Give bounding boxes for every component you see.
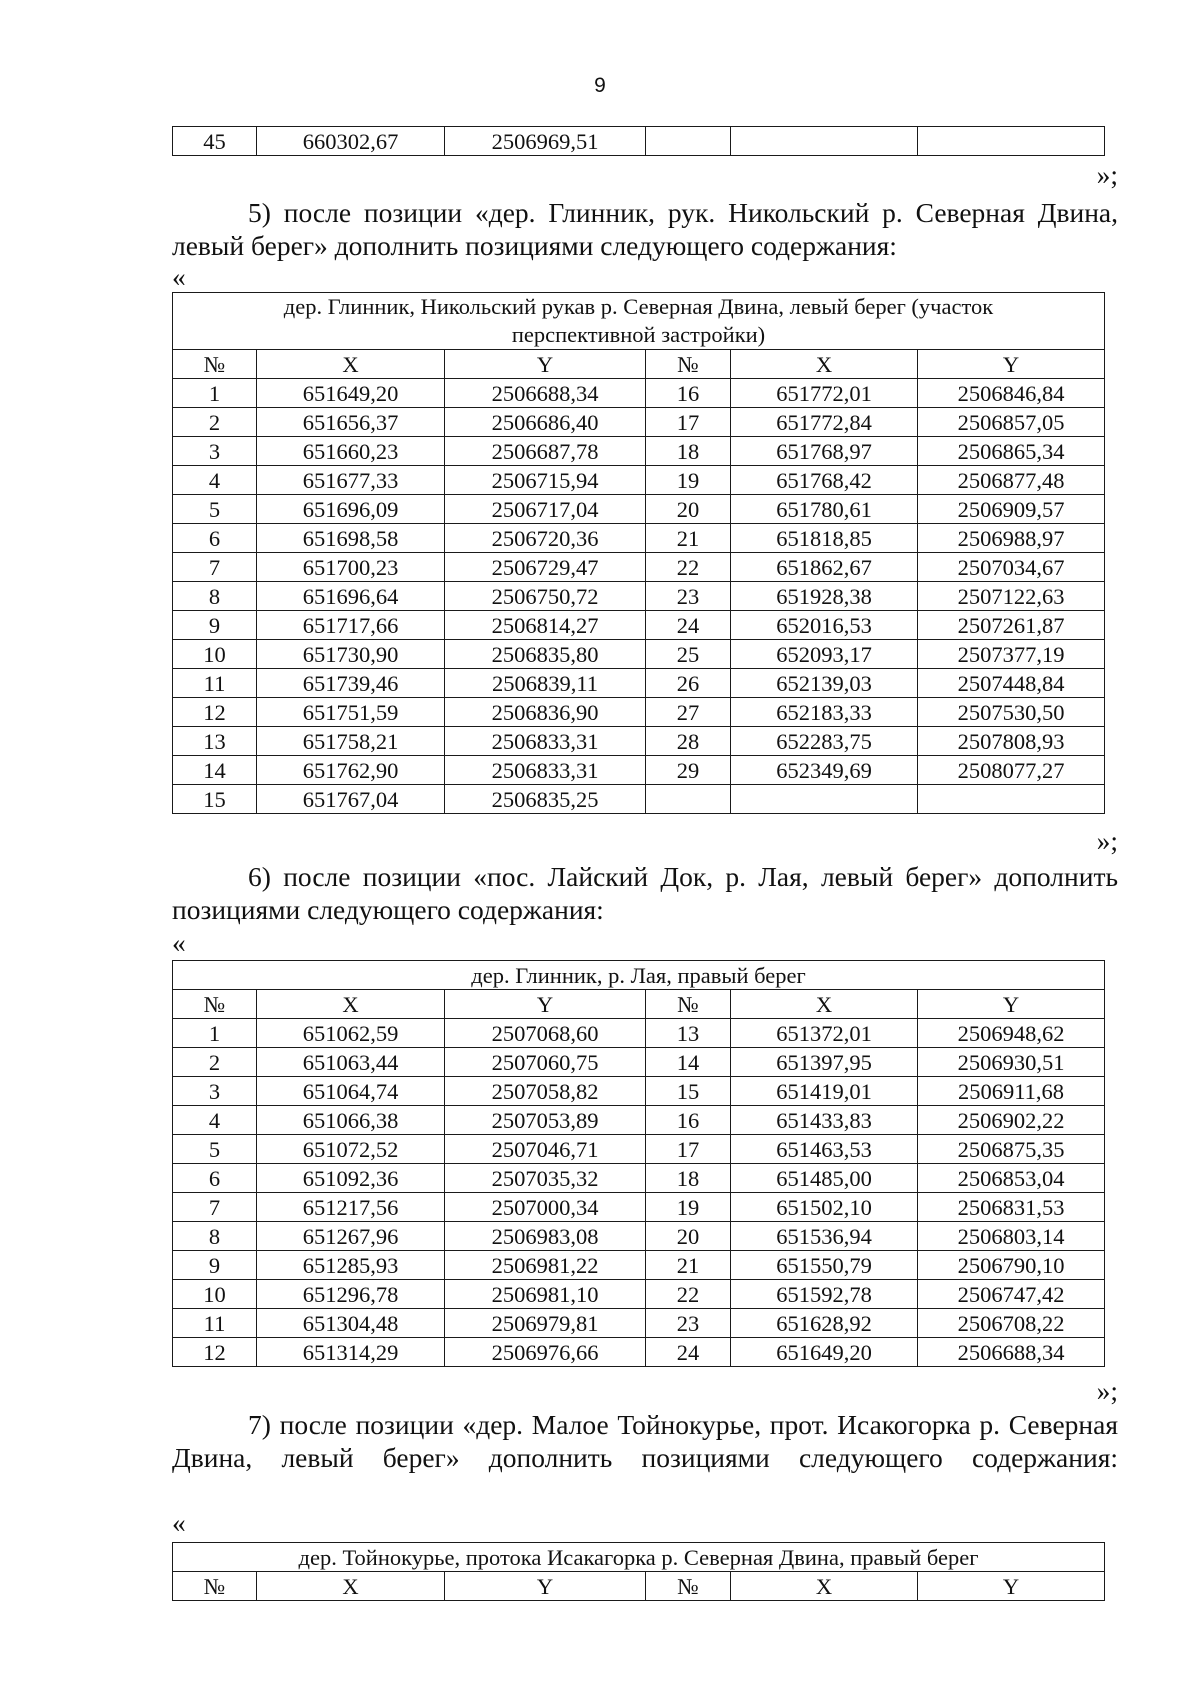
- table-cell: 22: [646, 1280, 731, 1309]
- table-cell: 2506715,94: [445, 466, 646, 495]
- table-cell: 651066,38: [257, 1106, 445, 1135]
- coordinates-table-toinokurye: [172, 1542, 1105, 1601]
- table-cell: 651433,83: [731, 1106, 918, 1135]
- table-cell: 651550,79: [731, 1251, 918, 1280]
- closing-quote: »;: [1096, 825, 1118, 856]
- table-cell: 11: [173, 669, 257, 698]
- table-cell: 14: [173, 756, 257, 785]
- table-cell: 3: [173, 1077, 257, 1106]
- table-cell: 652016,53: [731, 611, 918, 640]
- table-cell: 651698,58: [257, 524, 445, 553]
- column-header: №: [173, 1572, 257, 1601]
- table-cell: 2506708,22: [918, 1309, 1105, 1338]
- table-cell: 2: [173, 408, 257, 437]
- table-cell: 2506875,35: [918, 1135, 1105, 1164]
- table-row: [173, 1193, 1105, 1222]
- table-cell: 19: [646, 1193, 731, 1222]
- table-cell: 651649,20: [257, 379, 445, 408]
- table-cell: 2506833,31: [445, 756, 646, 785]
- table-row: [173, 1251, 1105, 1280]
- table-cell: 16: [646, 379, 731, 408]
- table-cell: 2506969,51: [445, 127, 646, 156]
- table-cell: 651536,94: [731, 1222, 918, 1251]
- table-cell: 18: [646, 437, 731, 466]
- table-cell: 2507034,67: [918, 553, 1105, 582]
- table-header-row: [173, 350, 1105, 379]
- table-cell: 17: [646, 1135, 731, 1164]
- table-cell: 2506688,34: [918, 1338, 1105, 1367]
- table-cell: 29: [646, 756, 731, 785]
- table-cell: 651062,59: [257, 1019, 445, 1048]
- table-cell: 651485,00: [731, 1164, 918, 1193]
- column-header: №: [646, 1572, 731, 1601]
- table-cell: 651928,38: [731, 582, 918, 611]
- table-cell: 2506948,62: [918, 1019, 1105, 1048]
- table-cell: 2506833,31: [445, 727, 646, 756]
- column-header: Y: [445, 350, 646, 379]
- table-cell: 2506839,11: [445, 669, 646, 698]
- table-row: [173, 1077, 1105, 1106]
- table-cell: 2507060,75: [445, 1048, 646, 1077]
- column-header: №: [173, 350, 257, 379]
- table-cell: 2506976,66: [445, 1338, 646, 1367]
- table-cell: 2506686,40: [445, 408, 646, 437]
- table-cell: 652093,17: [731, 640, 918, 669]
- table-cell: 2506750,72: [445, 582, 646, 611]
- table-cell: 2506902,22: [918, 1106, 1105, 1135]
- table-cell: 2506911,68: [918, 1077, 1105, 1106]
- table-cell: 2507053,89: [445, 1106, 646, 1135]
- table-header-row: [173, 1572, 1105, 1601]
- table-cell: 2506853,04: [918, 1164, 1105, 1193]
- table-cell: 651419,01: [731, 1077, 918, 1106]
- table-cell: 651304,48: [257, 1309, 445, 1338]
- table-row: [173, 756, 1105, 785]
- table-cell: 2507261,87: [918, 611, 1105, 640]
- column-header: №: [646, 350, 731, 379]
- paragraph-item-5: 5) после позиции «дер. Глинник, рук. Никольский р. Северная Двина, левый берег» дополнить позициями следующего содержания:: [172, 197, 1118, 261]
- table-cell: 651700,23: [257, 553, 445, 582]
- table-row: [173, 408, 1105, 437]
- column-header: X: [731, 990, 918, 1019]
- table-cell: 15: [646, 1077, 731, 1106]
- table-cell: 5: [173, 495, 257, 524]
- table-cell: 20: [646, 495, 731, 524]
- table-cell: 2506803,14: [918, 1222, 1105, 1251]
- table-row: [173, 379, 1105, 408]
- table-row: [173, 1222, 1105, 1251]
- table-row: [173, 582, 1105, 611]
- table-cell: 2506846,84: [918, 379, 1105, 408]
- table-cell: 652183,33: [731, 698, 918, 727]
- table-cell: 2507000,34: [445, 1193, 646, 1222]
- table-cell: 2506981,10: [445, 1280, 646, 1309]
- table-cell: 27: [646, 698, 731, 727]
- table-cell: 2508077,27: [918, 756, 1105, 785]
- table-cell: 651762,90: [257, 756, 445, 785]
- table-row: [173, 727, 1105, 756]
- column-header: №: [173, 990, 257, 1019]
- table-cell: 19: [646, 466, 731, 495]
- table-cell: 45: [173, 127, 257, 156]
- table-cell: 2506790,10: [918, 1251, 1105, 1280]
- table-row: [173, 785, 1105, 814]
- table-cell: 2507046,71: [445, 1135, 646, 1164]
- table-title: дер. Глинник, р. Лая, правый берег: [173, 961, 1105, 990]
- table-cell: 21: [646, 524, 731, 553]
- table-cell: 17: [646, 408, 731, 437]
- table-cell: 15: [173, 785, 257, 814]
- coordinates-table-glinnik-nikolsky: [172, 292, 1105, 814]
- table-title: дер. Тойнокурье, протока Исакагорка р. Северная Двина, правый берег: [173, 1543, 1105, 1572]
- column-header: X: [257, 350, 445, 379]
- table-cell: 11: [173, 1309, 257, 1338]
- table-cell: 651463,53: [731, 1135, 918, 1164]
- column-header: X: [731, 350, 918, 379]
- table-cell: 1: [173, 379, 257, 408]
- opening-quote: «: [172, 1507, 186, 1538]
- table-cell: 651780,61: [731, 495, 918, 524]
- table-cell: [646, 127, 731, 156]
- table-row: [173, 640, 1105, 669]
- paragraph-item-6: 6) после позиции «пос. Лайский Док, р. Лая, левый берег» дополнить позициями следующего содержания:: [172, 861, 1118, 925]
- table-cell: 651818,85: [731, 524, 918, 553]
- table-cell: 24: [646, 1338, 731, 1367]
- table-cell: 651751,59: [257, 698, 445, 727]
- table-cell: 21: [646, 1251, 731, 1280]
- table-cell: 3: [173, 437, 257, 466]
- table-cell: 8: [173, 1222, 257, 1251]
- table-row: [173, 466, 1105, 495]
- table-cell: [646, 785, 731, 814]
- table-cell: [918, 127, 1105, 156]
- table-cell: 13: [646, 1019, 731, 1048]
- table-cell: [918, 785, 1105, 814]
- table-row: [173, 1106, 1105, 1135]
- table-cell: 2507035,32: [445, 1164, 646, 1193]
- coordinates-table-continued: [172, 126, 1105, 156]
- closing-quote: »;: [1096, 1375, 1118, 1406]
- table-cell: 660302,67: [257, 127, 445, 156]
- column-header: №: [646, 990, 731, 1019]
- table-cell: 2506835,25: [445, 785, 646, 814]
- table-cell: 20: [646, 1222, 731, 1251]
- table-cell: 651397,95: [731, 1048, 918, 1077]
- table-cell: 651502,10: [731, 1193, 918, 1222]
- column-header: Y: [445, 990, 646, 1019]
- table-cell: 2506857,05: [918, 408, 1105, 437]
- column-header: Y: [445, 1572, 646, 1601]
- table-cell: 2507377,19: [918, 640, 1105, 669]
- table-cell: 2507448,84: [918, 669, 1105, 698]
- table-cell: 25: [646, 640, 731, 669]
- table-row: [173, 698, 1105, 727]
- table-row: [173, 1048, 1105, 1077]
- table-cell: 23: [646, 582, 731, 611]
- table-cell: 16: [646, 1106, 731, 1135]
- column-header: Y: [918, 1572, 1105, 1601]
- table-row: [173, 1309, 1105, 1338]
- table-cell: 651217,56: [257, 1193, 445, 1222]
- table-cell: 651092,36: [257, 1164, 445, 1193]
- table-cell: 651772,84: [731, 408, 918, 437]
- table-cell: 2506814,27: [445, 611, 646, 640]
- table-cell: 2506688,34: [445, 379, 646, 408]
- table-cell: 23: [646, 1309, 731, 1338]
- table-cell: 2506988,97: [918, 524, 1105, 553]
- table-row: [173, 495, 1105, 524]
- table-cell: 651739,46: [257, 669, 445, 698]
- table-cell: 651767,04: [257, 785, 445, 814]
- table-cell: 651656,37: [257, 408, 445, 437]
- table-cell: 2506717,04: [445, 495, 646, 524]
- table-cell: 651592,78: [731, 1280, 918, 1309]
- table-row: [173, 611, 1105, 640]
- table-cell: 6: [173, 1164, 257, 1193]
- table-cell: 7: [173, 553, 257, 582]
- table-row: [173, 553, 1105, 582]
- table-cell: 4: [173, 1106, 257, 1135]
- table-cell: 2506979,81: [445, 1309, 646, 1338]
- table-cell: 4: [173, 466, 257, 495]
- table-cell: 651768,42: [731, 466, 918, 495]
- table-cell: 2507808,93: [918, 727, 1105, 756]
- table-row: [173, 127, 1105, 156]
- table-cell: 2506981,22: [445, 1251, 646, 1280]
- table-row: [173, 1280, 1105, 1309]
- table-cell: 5: [173, 1135, 257, 1164]
- table-cell: 652283,75: [731, 727, 918, 756]
- table-cell: 10: [173, 1280, 257, 1309]
- table-cell: 14: [646, 1048, 731, 1077]
- table-cell: 651696,64: [257, 582, 445, 611]
- table-cell: 13: [173, 727, 257, 756]
- table-cell: 2506835,80: [445, 640, 646, 669]
- table-cell: 28: [646, 727, 731, 756]
- coordinates-table-glinnik-laya: [172, 960, 1105, 1367]
- table-header-row: [173, 990, 1105, 1019]
- table-title: дер. Глинник, Никольский рукав р. Северная Двина, левый берег (участок перспективной застройки): [173, 293, 1105, 350]
- table-cell: 651063,44: [257, 1048, 445, 1077]
- table-cell: 651717,66: [257, 611, 445, 640]
- table-cell: 651660,23: [257, 437, 445, 466]
- table-row: [173, 1019, 1105, 1048]
- table-cell: 651296,78: [257, 1280, 445, 1309]
- table-row: [173, 1135, 1105, 1164]
- table-cell: 12: [173, 1338, 257, 1367]
- closing-quote: »;: [1096, 159, 1118, 190]
- table-cell: 1: [173, 1019, 257, 1048]
- table-cell: 651285,93: [257, 1251, 445, 1280]
- opening-quote: «: [172, 927, 186, 958]
- table-cell: 651772,01: [731, 379, 918, 408]
- table-cell: 651768,97: [731, 437, 918, 466]
- table-cell: 651649,20: [731, 1338, 918, 1367]
- table-cell: 651064,74: [257, 1077, 445, 1106]
- table-cell: 651730,90: [257, 640, 445, 669]
- table-cell: 651677,33: [257, 466, 445, 495]
- table-cell: 2506831,53: [918, 1193, 1105, 1222]
- table-cell: 2506909,57: [918, 495, 1105, 524]
- table-cell: [731, 785, 918, 814]
- table-cell: 26: [646, 669, 731, 698]
- table-cell: 12: [173, 698, 257, 727]
- table-cell: 651314,29: [257, 1338, 445, 1367]
- page-number: 9: [594, 74, 606, 97]
- table-cell: 2506983,08: [445, 1222, 646, 1251]
- table-cell: 8: [173, 582, 257, 611]
- table-cell: 651628,92: [731, 1309, 918, 1338]
- table-cell: 651758,21: [257, 727, 445, 756]
- table-cell: 2507058,82: [445, 1077, 646, 1106]
- table-cell: 9: [173, 611, 257, 640]
- table-cell: 651267,96: [257, 1222, 445, 1251]
- table-cell: 10: [173, 640, 257, 669]
- table-cell: 2507068,60: [445, 1019, 646, 1048]
- column-header: X: [257, 990, 445, 1019]
- table-row: [173, 1338, 1105, 1367]
- table-cell: 22: [646, 553, 731, 582]
- table-row: [173, 524, 1105, 553]
- table-cell: 2: [173, 1048, 257, 1077]
- table-cell: 2506865,34: [918, 437, 1105, 466]
- table-cell: 651696,09: [257, 495, 445, 524]
- table-cell: 2506877,48: [918, 466, 1105, 495]
- table-row: [173, 437, 1105, 466]
- table-cell: 2506687,78: [445, 437, 646, 466]
- table-cell: 651072,52: [257, 1135, 445, 1164]
- table-cell: 18: [646, 1164, 731, 1193]
- table-cell: 2506729,47: [445, 553, 646, 582]
- table-cell: 2507530,50: [918, 698, 1105, 727]
- table-cell: 2506930,51: [918, 1048, 1105, 1077]
- table-cell: 652349,69: [731, 756, 918, 785]
- table-cell: 6: [173, 524, 257, 553]
- opening-quote: «: [172, 261, 186, 292]
- table-cell: 652139,03: [731, 669, 918, 698]
- column-header: Y: [918, 990, 1105, 1019]
- column-header: X: [731, 1572, 918, 1601]
- table-cell: 651862,67: [731, 553, 918, 582]
- table-cell: 9: [173, 1251, 257, 1280]
- table-cell: 2506720,36: [445, 524, 646, 553]
- table-cell: 24: [646, 611, 731, 640]
- column-header: X: [257, 1572, 445, 1601]
- table-row: [173, 669, 1105, 698]
- table-cell: 2506836,90: [445, 698, 646, 727]
- table-cell: 2507122,63: [918, 582, 1105, 611]
- table-cell: [731, 127, 918, 156]
- table-cell: 7: [173, 1193, 257, 1222]
- column-header: Y: [918, 350, 1105, 379]
- paragraph-item-7: 7) после позиции «дер. Малое Тойнокурье, прот. Исакогорка р. Северная Двина, левый берег» дополнить позициями следующего содержания:: [172, 1409, 1118, 1473]
- table-cell: 2506747,42: [918, 1280, 1105, 1309]
- table-row: [173, 1164, 1105, 1193]
- table-cell: 651372,01: [731, 1019, 918, 1048]
